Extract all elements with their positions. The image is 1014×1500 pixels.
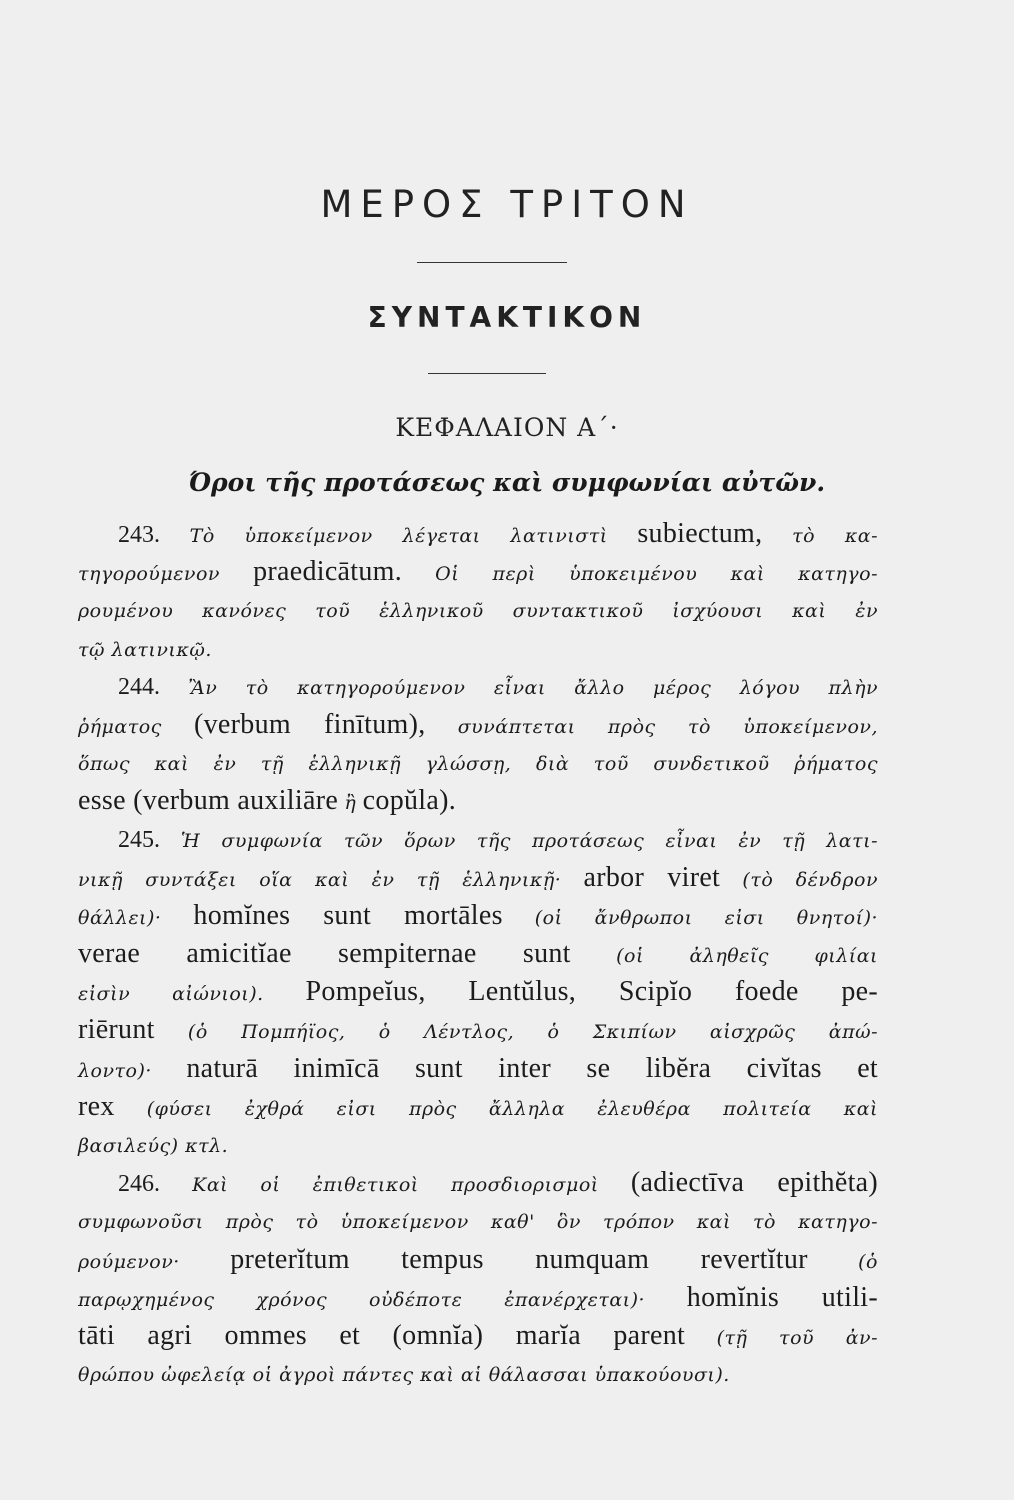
greek-text: Ἂν τὸ κατηγορούμενον εἶναι ἄλλο μέρος λόγου πλὴν bbox=[188, 676, 878, 699]
greek-text: θάλλει)· bbox=[78, 906, 162, 929]
latin-text: naturā inimīcā sunt inter se libĕra civĭtas et bbox=[186, 1052, 878, 1084]
paragraph-number: 243. bbox=[118, 522, 160, 548]
greek-text: ρούμενον· bbox=[78, 1250, 180, 1273]
latin-text: arbor viret bbox=[583, 861, 721, 893]
latin-text: preterĭtum tempus numquam revertĭtur bbox=[230, 1243, 808, 1275]
paragraph-245-line bbox=[78, 1126, 878, 1164]
greek-text: ρουμένου κανόνες τοῦ ἑλληνικοῦ συντακτικοῦ ἰσχύουσι καὶ ἐν bbox=[78, 600, 878, 623]
paragraph-243-line bbox=[78, 591, 878, 629]
latin-text: copŭla). bbox=[362, 785, 457, 817]
body-text bbox=[78, 515, 878, 1393]
latin-text: (adiectīva epithĕta) bbox=[630, 1167, 879, 1199]
paragraph-246-line bbox=[78, 1317, 878, 1355]
greek-text: νικῇ συντάξει οἵα καὶ ἐν τῇ ἑλληνικῇ· bbox=[78, 868, 562, 891]
paragraph-244-line bbox=[78, 744, 878, 782]
paragraph-245-line bbox=[78, 973, 878, 1011]
paragraph-245-line bbox=[78, 859, 878, 897]
divider-rule bbox=[417, 262, 567, 263]
latin-text: tāti agri ommes et (omnĭa) marĭa parent bbox=[78, 1319, 686, 1351]
paragraph-245-line bbox=[78, 1050, 878, 1088]
paragraph-244-line bbox=[78, 782, 878, 820]
greek-text: τηγορούμενον bbox=[78, 563, 220, 586]
greek-text: (οἱ ἄνθρωποι εἰσι θνητοί)· bbox=[534, 906, 879, 929]
section-title: ΣΥΝΤΑΚΤΙΚΟΝ bbox=[367, 301, 647, 334]
greek-text: ῥήματος bbox=[78, 715, 162, 738]
latin-text: esse (verbum auxiliāre bbox=[78, 785, 339, 817]
greek-text: συμφωνοῦσι πρὸς τὸ ὑποκείμενον καθ' ὃν τρόπον καὶ τὸ κατηγο- bbox=[78, 1211, 878, 1234]
paragraph-245-line bbox=[78, 1088, 878, 1126]
latin-text: subiectum, bbox=[637, 518, 763, 549]
greek-text: Οἱ περὶ ὑποκειμένου καὶ κατηγο- bbox=[435, 563, 879, 586]
latin-text: homĭnes sunt mortāles bbox=[193, 899, 503, 931]
paragraph-246-line bbox=[78, 1164, 878, 1202]
paragraph-243-line bbox=[78, 630, 878, 668]
greek-text: τὸ κα- bbox=[792, 525, 879, 547]
paragraph-245-line bbox=[78, 821, 878, 859]
greek-text: Καὶ οἱ ἐπιθετικοὶ προσδιορισμοὶ bbox=[192, 1174, 599, 1197]
greek-text: (τῇ τοῦ ἀν- bbox=[716, 1326, 879, 1349]
paragraph-246-line bbox=[78, 1202, 878, 1240]
greek-text: (ὁ bbox=[858, 1250, 878, 1273]
greek-text: συνάπτεται πρὸς τὸ ὑποκείμενον, bbox=[457, 715, 879, 738]
greek-text: βασιλεύς) κτλ. bbox=[78, 1135, 229, 1157]
greek-text: λοντο)· bbox=[78, 1059, 152, 1082]
paragraph-number: 246. bbox=[118, 1171, 160, 1198]
greek-text: εἰσὶν αἰώνιοι). bbox=[78, 983, 264, 1006]
greek-text: (τὸ δένδρον bbox=[742, 868, 879, 891]
greek-text: Τὸ ὑποκείμενον λέγεται λατινιστὶ bbox=[189, 525, 608, 547]
paragraph-246-line bbox=[78, 1355, 878, 1393]
latin-text: riērunt bbox=[78, 1014, 155, 1046]
paragraph-246-line bbox=[78, 1279, 878, 1317]
greek-text: ἢ bbox=[344, 792, 357, 815]
chapter-title: ΚΕΦΑΛΑΙΟΝ Α΄· bbox=[395, 413, 619, 442]
greek-text: ὅπως καὶ ἐν τῇ ἑλληνικῇ γλώσσῃ, διὰ τοῦ συνδετικοῦ ῥήματος bbox=[78, 753, 878, 776]
greek-text: (οἱ ἀληθεῖς φιλίαι bbox=[616, 945, 879, 968]
latin-text: (verbum finītum), bbox=[194, 708, 426, 740]
paragraph-245-line bbox=[78, 1011, 878, 1049]
latin-text: Pompeĭus, Lentŭlus, Scipĭo foede pe- bbox=[305, 976, 878, 1008]
divider-rule bbox=[428, 373, 546, 374]
paragraph-246-line bbox=[78, 1241, 878, 1279]
paragraph-243-line bbox=[78, 515, 878, 553]
latin-text: rex bbox=[78, 1090, 115, 1122]
paragraph-245-line bbox=[78, 897, 878, 935]
greek-text: Ἡ συμφωνία τῶν ὅρων τῆς προτάσεως εἶναι ἐν τῇ λατι- bbox=[180, 829, 878, 852]
greek-text: τῷ λατινικῷ. bbox=[78, 638, 212, 661]
latin-text: homĭnis utili- bbox=[686, 1281, 878, 1313]
greek-text: (ὁ Πομπήϊος, ὁ Λέντλος, ὁ Σκιπίων αἰσχρῶς ἀπώ- bbox=[187, 1021, 878, 1044]
paragraph-244-line bbox=[78, 706, 878, 744]
greek-text: θρώπου ὠφελείᾳ οἱ ἀγροὶ πάντες καὶ αἱ θάλασσαι ὑπακούουσι). bbox=[78, 1364, 730, 1387]
latin-text: praedicātum. bbox=[253, 556, 403, 588]
paragraph-244-line bbox=[78, 668, 878, 706]
greek-text: παρῳχημένος χρόνος οὐδέποτε ἐπανέρχεται)· bbox=[78, 1288, 646, 1311]
chapter-subtitle: Όροι τῆς προτάσεως καὶ συμφωνίαι αὐτῶν. bbox=[188, 468, 826, 497]
part-title: ΜΕΡΟΣ ΤΡΙΤΟΝ bbox=[320, 183, 694, 226]
paragraph-number: 245. bbox=[118, 826, 160, 853]
paragraph-245-line bbox=[78, 935, 878, 973]
latin-text: verae amicitĭae sempiternae sunt bbox=[78, 938, 571, 970]
paragraph-number: 244. bbox=[118, 673, 160, 700]
greek-text: (φύσει ἐχθρά εἰσι πρὸς ἄλληλα ἐλευθέρα πολιτεία καὶ bbox=[146, 1097, 879, 1120]
paragraph-243-line bbox=[78, 553, 878, 591]
